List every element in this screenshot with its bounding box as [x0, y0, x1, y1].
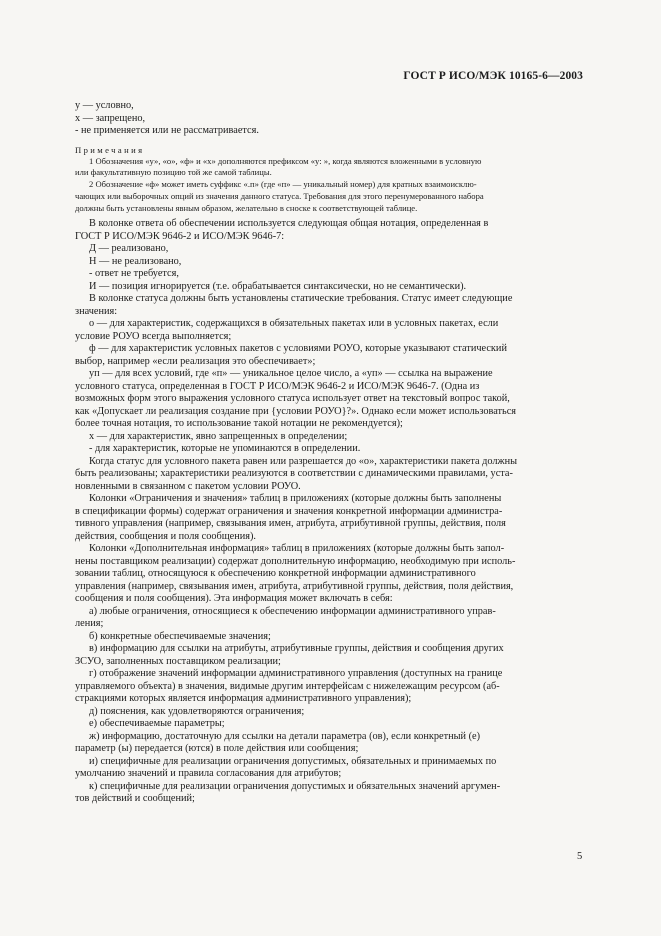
text-line: выбор, например «если реализация это обеспечивает»;	[75, 355, 316, 367]
text-line: параметр (ы) передается (ются) в поле действия или сообщения;	[75, 743, 359, 755]
text-line: условие РОУО всегда выполняется;	[75, 330, 232, 342]
text-line: как «Допускает ли реализация создание при {условии РОУО}?». Однако если может использоваться	[75, 405, 517, 417]
text-line: зовании таблиц, относящуюся к обеспечению конкретной информации административного	[75, 568, 476, 580]
text-line: х — для характеристик, явно запрещенных в определении;	[89, 430, 348, 442]
text-line: В колонке ответа об обеспечении используется следующая общая нотация, определенная в	[89, 218, 489, 230]
text-line: нены поставщиком реализации) содержат дополнительную информацию, необходимую при исполь-	[75, 555, 516, 567]
text-line: И — позиция игнорируется (т.е. обрабатывается синтаксически, но не семантически).	[89, 280, 467, 292]
text-line: в) информацию для ссылки на атрибуты, атрибутивные группы, действия и сообщения других	[89, 643, 504, 655]
text-line: уп — для всех условий, где «п» — уникальное целое число, а «уп» — ссылка на выражение	[89, 368, 493, 380]
text-line: у — условно,	[75, 100, 134, 111]
text-line: Н — не реализовано,	[89, 255, 182, 267]
text-line: а) любые ограничения, относящиеся к обеспечению информации административного управ-	[89, 605, 496, 617]
text-line: умолчанию значений и правила согласования для атрибутов;	[75, 768, 342, 780]
text-line: условного статуса, определенная в ГОСТ Р ИСО/МЭК 9646-2 и ИСО/МЭК 9646-7. (Одна из	[75, 380, 480, 392]
text-line: ления;	[75, 618, 104, 630]
notes-heading: Примечания	[75, 144, 145, 155]
document-body	[75, 100, 584, 806]
text-line: ж) информацию, достаточную для ссылки на детали параметра (ов), если конкретный (е)	[89, 730, 481, 742]
text-line: новленными в связанном с пакетом условии РОУО.	[75, 480, 301, 492]
text-line: в спецификации формы) содержат ограничения и значения конкретной информации администра-	[75, 505, 503, 517]
text-line: к) специфичные для реализации ограничения допустимых и обязательных значений аргумен-	[89, 780, 501, 792]
text-line: Колонки «Ограничения и значения» таблиц в приложениях (которые должны быть заполнены	[89, 493, 502, 505]
text-line: г) отображение значений информации административного управления (доступных на границе	[89, 668, 503, 680]
text-line: тивного управления (например, связывания имен, атрибута, атрибутивной группы, действия, поля	[75, 518, 506, 530]
note-line: или факультативную позицию той же самой таблицы.	[75, 167, 272, 178]
text-line: - ответ не требуется,	[89, 268, 179, 280]
text-line: б) конкретные обеспечиваемые значения;	[89, 630, 271, 642]
text-line: Д — реализовано,	[89, 243, 169, 255]
text-line: быть реализованы; характеристики реализуются в соответствии с динамическими правилами, уста-	[75, 468, 513, 480]
text-line: управляемого объекта) в значения, видимые другим интерфейсам с нижележащим ресурсом (аб-	[75, 680, 500, 692]
document-id-header: ГОСТ Р ИСО/МЭК 10165-6—2003	[403, 70, 583, 82]
text-line: тов действий и сообщений;	[75, 793, 195, 805]
note-line: должны быть установлены явным образом, желательно в сноске к соответствующей таблице.	[75, 202, 418, 213]
text-line: более точная нотация, то использование такой нотации не рекомендуется);	[75, 418, 403, 430]
note-line: 1 Обозначения «у», «о», «ф» и «х» дополняются префиксом «у: », когда являются вложенными в условную	[89, 155, 482, 166]
text-line: действия, сообщения и поля сообщения).	[75, 530, 257, 542]
text-line: и) специфичные для реализации ограничения допустимых, обязательных и принимаемых по	[89, 755, 497, 767]
text-line: - не применяется или не рассматривается.	[75, 125, 259, 136]
text-line: стракциями которых является информация административного управления);	[75, 693, 412, 705]
text-line: е) обеспечиваемые параметры;	[89, 718, 225, 730]
text-line: д) пояснения, как удовлетворяются ограничения;	[89, 705, 305, 717]
text-line: Колонки «Дополнительная информация» таблиц в приложениях (которые должны быть запол-	[89, 543, 505, 555]
page-number: 5	[577, 851, 583, 862]
note-line: 2 Обозначение «ф» может иметь суффикс «.п» (где «п» — уникальный номер) для кратных взаимоисклю-	[89, 179, 477, 190]
text-line: Когда статус для условного пакета равен или разрешается до «о», характеристики пакета должны	[89, 455, 518, 467]
note-line: чающих или выборочных опций из значения данного статуса. Требования для этого перенумерованного набора	[75, 190, 484, 201]
text-line: - для характеристик, которые не упоминаются в определении.	[89, 443, 361, 455]
text-line: х — запрещено,	[75, 112, 146, 124]
text-line: управления (например, связывания имен, атрибута, атрибутивной группы, действия, поля действия,	[75, 580, 514, 592]
text-line: ЗСУО, заполненных поставщиком реализации;	[75, 655, 281, 667]
text-line: В колонке статуса должны быть установлены статические требования. Статус имеет следующие	[89, 293, 513, 305]
text-line: о — для характеристик, содержащихся в обязательных пакетах или в условных пакетах, если	[89, 318, 499, 330]
text-line: ф — для характеристик условных пакетов с условиями РОУО, которые указывают статический	[89, 343, 507, 355]
text-line: ГОСТ Р ИСО/МЭК 9646-2 и ИСО/МЭК 9646-7:	[75, 230, 285, 242]
text-line: возможных форм этого выражения условного статуса использует ответ на текстовый вопрос такой,	[75, 393, 510, 405]
text-line: значения:	[75, 305, 118, 317]
text-line: сообщения и поля сообщения). Эта информация может включать в себя:	[75, 593, 393, 605]
